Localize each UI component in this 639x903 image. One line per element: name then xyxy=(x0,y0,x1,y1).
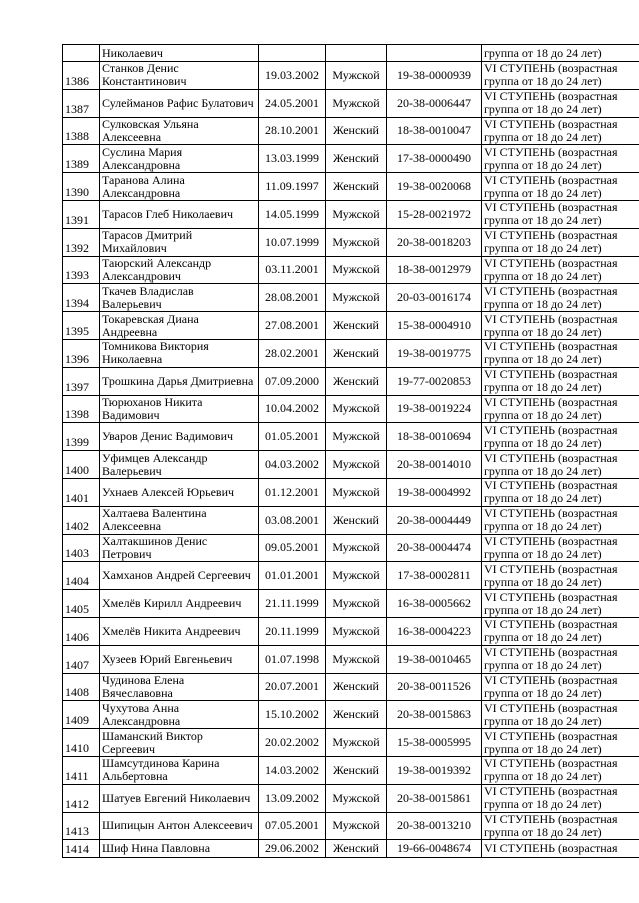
row-sex: Мужской xyxy=(326,89,387,117)
row-number: 1393 xyxy=(63,256,100,284)
table-row xyxy=(63,256,639,284)
row-sex: Мужской xyxy=(326,812,387,840)
row-sex: Женский xyxy=(326,117,387,145)
row-name: Тарасов Дмитрий Михайлович xyxy=(100,228,259,256)
row-uin: 19-38-0020068 xyxy=(387,173,482,201)
row-name: Чудинова Елена Вячеславовна xyxy=(100,673,259,701)
row-number: 1400 xyxy=(63,451,100,479)
table-row xyxy=(63,284,639,312)
row-uin: 18-38-0010047 xyxy=(387,117,482,145)
row-stage: VI СТУПЕНЬ (возрастная группа от 18 до 24 лет) xyxy=(482,506,639,534)
table-row xyxy=(63,673,639,701)
row-number: 1386 xyxy=(63,62,100,90)
row-sex: Мужской xyxy=(326,284,387,312)
row-name: Суслина Мария Александровна xyxy=(100,145,259,173)
table-row xyxy=(63,89,639,117)
row-stage: VI СТУПЕНЬ (возрастная группа от 18 до 24 лет) xyxy=(482,701,639,729)
row-name: Тюрюханов Никита Вадимович xyxy=(100,395,259,423)
row-name: Уваров Денис Вадимович xyxy=(100,423,259,451)
row-name: Хамханов Андрей Сергеевич xyxy=(100,562,259,590)
row-stage: VI СТУПЕНЬ (возрастная группа от 18 до 24 лет) xyxy=(482,367,639,395)
row-stage: VI СТУПЕНЬ (возрастная группа от 18 до 24 лет) xyxy=(482,617,639,645)
row-birth-date: 28.08.2001 xyxy=(259,284,326,312)
row-sex: Мужской xyxy=(326,784,387,812)
row-sex: Мужской xyxy=(326,729,387,757)
row-number xyxy=(63,45,100,62)
row-uin: 20-38-0004449 xyxy=(387,506,482,534)
row-uin: 20-03-0016174 xyxy=(387,284,482,312)
table-row xyxy=(63,451,639,479)
row-birth-date: 03.08.2001 xyxy=(259,506,326,534)
row-sex: Женский xyxy=(326,756,387,784)
table-row xyxy=(63,506,639,534)
row-birth-date: 03.11.2001 xyxy=(259,256,326,284)
row-uin: 18-38-0010694 xyxy=(387,423,482,451)
row-stage: VI СТУПЕНЬ (возрастная группа от 18 до 24 лет) xyxy=(482,228,639,256)
table-row xyxy=(63,312,639,340)
row-sex: Женский xyxy=(326,840,387,858)
table-row xyxy=(63,62,639,90)
roster-table xyxy=(62,44,639,858)
row-stage: VI СТУПЕНЬ (возрастная группа от 18 до 24 лет) xyxy=(482,729,639,757)
row-birth-date: 13.03.1999 xyxy=(259,145,326,173)
row-name: Хмелёв Никита Андреевич xyxy=(100,617,259,645)
row-name: Хузеев Юрий Евгеньевич xyxy=(100,645,259,673)
row-uin: 20-38-0014010 xyxy=(387,451,482,479)
table-row xyxy=(63,701,639,729)
row-uin: 19-38-0019224 xyxy=(387,395,482,423)
row-sex: Мужской xyxy=(326,478,387,506)
row-sex: Женский xyxy=(326,145,387,173)
row-birth-date: 19.03.2002 xyxy=(259,62,326,90)
table-row xyxy=(63,645,639,673)
row-stage: VI СТУПЕНЬ (возрастная группа от 18 до 24 лет) xyxy=(482,89,639,117)
row-stage: VI СТУПЕНЬ (возрастная группа от 18 до 24 лет) xyxy=(482,784,639,812)
row-birth-date: 01.07.1998 xyxy=(259,645,326,673)
row-birth-date: 21.11.1999 xyxy=(259,590,326,618)
row-uin: 19-38-0019392 xyxy=(387,756,482,784)
row-uin: 19-38-0010465 xyxy=(387,645,482,673)
row-birth-date: 07.09.2000 xyxy=(259,367,326,395)
row-uin: 17-38-0002811 xyxy=(387,562,482,590)
row-stage: VI СТУПЕНЬ (возрастная группа от 18 до 24 лет) xyxy=(482,395,639,423)
row-name: Шипицын Антон Алексеевич xyxy=(100,812,259,840)
table-row xyxy=(63,756,639,784)
row-stage: VI СТУПЕНЬ (возрастная группа от 18 до 24 лет) xyxy=(482,812,639,840)
row-uin: 15-28-0021972 xyxy=(387,200,482,228)
row-name: Шатуев Евгений Николаевич xyxy=(100,784,259,812)
table-row xyxy=(63,339,639,367)
table-row xyxy=(63,395,639,423)
row-number: 1403 xyxy=(63,534,100,562)
table-row xyxy=(63,478,639,506)
row-number: 1392 xyxy=(63,228,100,256)
row-birth-date: 29.06.2002 xyxy=(259,840,326,858)
row-sex: Мужской xyxy=(326,617,387,645)
row-stage: VI СТУПЕНЬ (возрастная группа от 18 до 24 лет) xyxy=(482,478,639,506)
row-name: Ткачев Владислав Валерьевич xyxy=(100,284,259,312)
row-name: Станков Денис Константинович xyxy=(100,62,259,90)
table-row xyxy=(63,812,639,840)
row-stage: группа от 18 до 24 лет) xyxy=(482,45,639,62)
table-row xyxy=(63,840,639,858)
row-stage: VI СТУПЕНЬ (возрастная группа от 18 до 24 лет) xyxy=(482,645,639,673)
row-birth-date: 20.07.2001 xyxy=(259,673,326,701)
row-number: 1405 xyxy=(63,590,100,618)
table-row xyxy=(63,200,639,228)
row-name: Чухутова Анна Александровна xyxy=(100,701,259,729)
row-stage: VI СТУПЕНЬ (возрастная группа от 18 до 24 лет) xyxy=(482,200,639,228)
row-sex: Женский xyxy=(326,506,387,534)
row-uin: 20-38-0015863 xyxy=(387,701,482,729)
row-birth-date: 27.08.2001 xyxy=(259,312,326,340)
row-number: 1410 xyxy=(63,729,100,757)
table-row xyxy=(63,590,639,618)
row-uin: 19-77-0020853 xyxy=(387,367,482,395)
row-stage: VI СТУПЕНЬ (возрастная группа от 18 до 24 лет) xyxy=(482,173,639,201)
row-number: 1399 xyxy=(63,423,100,451)
row-name: Шаманский Виктор Сергеевич xyxy=(100,729,259,757)
row-number: 1401 xyxy=(63,478,100,506)
row-stage: VI СТУПЕНЬ (возрастная группа от 18 до 24 лет) xyxy=(482,756,639,784)
row-uin: 15-38-0004910 xyxy=(387,312,482,340)
row-sex: Женский xyxy=(326,312,387,340)
row-uin: 20-38-0006447 xyxy=(387,89,482,117)
row-number: 1411 xyxy=(63,756,100,784)
row-name: Трошкина Дарья Дмитриевна xyxy=(100,367,259,395)
row-uin xyxy=(387,45,482,62)
row-sex: Мужской xyxy=(326,395,387,423)
table-row xyxy=(63,173,639,201)
row-name: Халтаева Валентина Алексеевна xyxy=(100,506,259,534)
roster-body xyxy=(63,45,639,858)
row-sex: Женский xyxy=(326,339,387,367)
row-name: Николаевич xyxy=(100,45,259,62)
row-uin: 20-38-0013210 xyxy=(387,812,482,840)
row-number: 1404 xyxy=(63,562,100,590)
row-birth-date: 14.03.2002 xyxy=(259,756,326,784)
row-number: 1387 xyxy=(63,89,100,117)
row-sex: Женский xyxy=(326,673,387,701)
row-name: Токаревская Диана Андреевна xyxy=(100,312,259,340)
row-birth-date: 10.07.1999 xyxy=(259,228,326,256)
row-number: 1407 xyxy=(63,645,100,673)
row-number: 1395 xyxy=(63,312,100,340)
row-name: Шамсутдинова Карина Альбертовна xyxy=(100,756,259,784)
row-number: 1413 xyxy=(63,812,100,840)
row-stage: VI СТУПЕНЬ (возрастная группа от 18 до 24 лет) xyxy=(482,673,639,701)
row-sex: Мужской xyxy=(326,256,387,284)
row-number: 1412 xyxy=(63,784,100,812)
row-number: 1408 xyxy=(63,673,100,701)
row-uin: 17-38-0000490 xyxy=(387,145,482,173)
row-birth-date: 20.11.1999 xyxy=(259,617,326,645)
row-sex: Мужской xyxy=(326,590,387,618)
row-uin: 19-38-0000939 xyxy=(387,62,482,90)
row-birth-date: 09.05.2001 xyxy=(259,534,326,562)
row-birth-date: 07.05.2001 xyxy=(259,812,326,840)
row-sex: Мужской xyxy=(326,423,387,451)
row-name: Сулейманов Рафис Булатович xyxy=(100,89,259,117)
row-stage: VI СТУПЕНЬ (возрастная группа от 18 до 24 лет) xyxy=(482,117,639,145)
row-sex: Женский xyxy=(326,367,387,395)
row-birth-date: 15.10.2002 xyxy=(259,701,326,729)
row-birth-date: 24.05.2001 xyxy=(259,89,326,117)
table-row xyxy=(63,534,639,562)
row-uin: 15-38-0005995 xyxy=(387,729,482,757)
row-stage: VI СТУПЕНЬ (возрастная группа от 18 до 24 лет) xyxy=(482,62,639,90)
row-name: Сулковская Ульяна Алексеевна xyxy=(100,117,259,145)
row-birth-date: 10.04.2002 xyxy=(259,395,326,423)
row-stage: VI СТУПЕНЬ (возрастная группа от 18 до 24 лет) xyxy=(482,562,639,590)
row-sex: Женский xyxy=(326,173,387,201)
table-row xyxy=(63,562,639,590)
table-row xyxy=(63,117,639,145)
row-sex: Мужской xyxy=(326,534,387,562)
row-name: Таранова Алина Александровна xyxy=(100,173,259,201)
row-name: Ухнаев Алексей Юрьевич xyxy=(100,478,259,506)
row-birth-date: 20.02.2002 xyxy=(259,729,326,757)
row-stage: VI СТУПЕНЬ (возрастная xyxy=(482,840,639,858)
row-sex: Мужской xyxy=(326,562,387,590)
row-number: 1414 xyxy=(63,840,100,858)
row-uin: 20-38-0004474 xyxy=(387,534,482,562)
row-birth-date: 01.12.2001 xyxy=(259,478,326,506)
row-number: 1388 xyxy=(63,117,100,145)
table-row xyxy=(63,228,639,256)
row-number: 1398 xyxy=(63,395,100,423)
row-sex: Мужской xyxy=(326,228,387,256)
row-birth-date: 28.02.2001 xyxy=(259,339,326,367)
row-uin: 18-38-0012979 xyxy=(387,256,482,284)
row-stage: VI СТУПЕНЬ (возрастная группа от 18 до 24 лет) xyxy=(482,284,639,312)
row-number: 1397 xyxy=(63,367,100,395)
row-birth-date: 11.09.1997 xyxy=(259,173,326,201)
row-number: 1390 xyxy=(63,173,100,201)
row-birth-date: 01.01.2001 xyxy=(259,562,326,590)
table-row xyxy=(63,367,639,395)
row-sex: Мужской xyxy=(326,62,387,90)
row-uin: 20-38-0018203 xyxy=(387,228,482,256)
row-name: Таюрский Александр Александрович xyxy=(100,256,259,284)
table-row xyxy=(63,423,639,451)
row-birth-date: 01.05.2001 xyxy=(259,423,326,451)
row-uin: 20-38-0011526 xyxy=(387,673,482,701)
row-birth-date: 13.09.2002 xyxy=(259,784,326,812)
row-sex xyxy=(326,45,387,62)
table-row xyxy=(63,45,639,62)
row-number: 1394 xyxy=(63,284,100,312)
row-name: Шиф Нина Павловна xyxy=(100,840,259,858)
row-name: Уфимцев Александр Валерьевич xyxy=(100,451,259,479)
row-number: 1389 xyxy=(63,145,100,173)
row-stage: VI СТУПЕНЬ (возрастная группа от 18 до 24 лет) xyxy=(482,534,639,562)
row-uin: 19-66-0048674 xyxy=(387,840,482,858)
row-uin: 20-38-0015861 xyxy=(387,784,482,812)
row-number: 1396 xyxy=(63,339,100,367)
table-row xyxy=(63,617,639,645)
row-sex: Мужской xyxy=(326,645,387,673)
row-sex: Мужской xyxy=(326,451,387,479)
row-stage: VI СТУПЕНЬ (возрастная группа от 18 до 24 лет) xyxy=(482,312,639,340)
row-stage: VI СТУПЕНЬ (возрастная группа от 18 до 24 лет) xyxy=(482,339,639,367)
row-uin: 16-38-0004223 xyxy=(387,617,482,645)
row-stage: VI СТУПЕНЬ (возрастная группа от 18 до 24 лет) xyxy=(482,590,639,618)
row-name: Хмелёв Кирилл Андреевич xyxy=(100,590,259,618)
row-uin: 19-38-0004992 xyxy=(387,478,482,506)
row-birth-date: 04.03.2002 xyxy=(259,451,326,479)
row-number: 1409 xyxy=(63,701,100,729)
row-uin: 19-38-0019775 xyxy=(387,339,482,367)
row-number: 1402 xyxy=(63,506,100,534)
row-number: 1391 xyxy=(63,200,100,228)
row-sex: Мужской xyxy=(326,200,387,228)
row-birth-date: 28.10.2001 xyxy=(259,117,326,145)
row-stage: VI СТУПЕНЬ (возрастная группа от 18 до 24 лет) xyxy=(482,451,639,479)
table-row xyxy=(63,145,639,173)
table-row xyxy=(63,729,639,757)
row-name: Тарасов Глеб Николаевич xyxy=(100,200,259,228)
row-uin: 16-38-0005662 xyxy=(387,590,482,618)
row-stage: VI СТУПЕНЬ (возрастная группа от 18 до 24 лет) xyxy=(482,423,639,451)
row-name: Томникова Виктория Николаевна xyxy=(100,339,259,367)
row-stage: VI СТУПЕНЬ (возрастная группа от 18 до 24 лет) xyxy=(482,145,639,173)
row-name: Халтакшинов Денис Петрович xyxy=(100,534,259,562)
row-number: 1406 xyxy=(63,617,100,645)
row-birth-date xyxy=(259,45,326,62)
row-sex: Женский xyxy=(326,701,387,729)
row-stage: VI СТУПЕНЬ (возрастная группа от 18 до 24 лет) xyxy=(482,256,639,284)
row-birth-date: 14.05.1999 xyxy=(259,200,326,228)
table-row xyxy=(63,784,639,812)
